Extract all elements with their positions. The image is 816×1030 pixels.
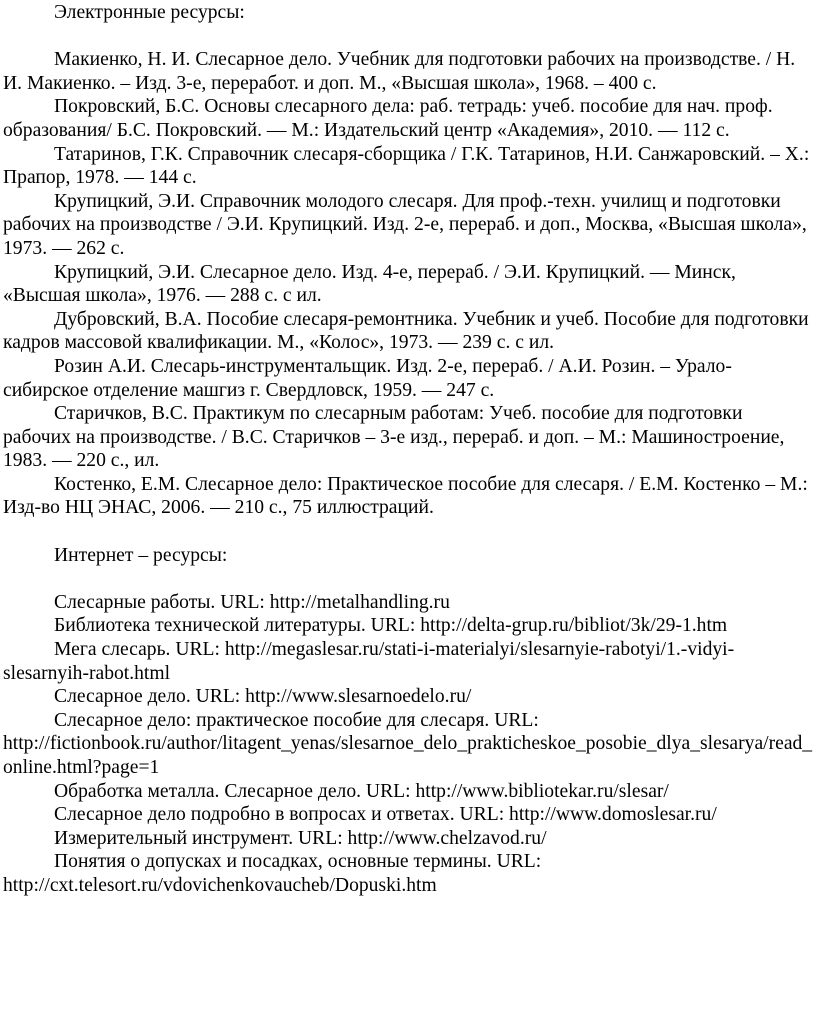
bibliography-entry: Старичков, В.С. Практикум по слесарным работам: Учеб. пособие для подготовки рабочих на производстве. / В.С. Старичков – 3-е изд., перераб. и доп. – М.: Машиностроение, 1983. ― 220 с., ил. [3,403,785,472]
internet-resources-list [3,591,816,898]
electronic-resources-list [3,48,816,520]
internet-resources-heading: Интернет – ресурсы: [54,544,228,566]
electronic-resources-heading: Электронные ресурсы: [54,2,245,23]
bibliography-entry: Крупицкий, Э.И. Слесарное дело. Изд. 4-е, перераб. / Э.И. Крупицкий. — Минск, «Высшая школа», 1976. — 288 с. с ил. [3,261,736,307]
spacer [3,567,816,591]
bibliography-entry: Дубровский, В.А. Пособие слесаря-ремонтника. Учебник и учеб. Пособие для подготовки кадров массовой квалификации. М., «Колос», 1973. — 239 с. с ил. [3,308,809,354]
web-resource-entry: Слесарные работы. URL: http://metalhandling.ru [54,591,450,613]
bibliography-entry: Татаринов, Г.К. Справочник слесаря-сборщика / Г.К. Татаринов, Н.И. Санжаровский. – Х.: Прапор, 1978. — 144 с. [3,143,810,189]
web-resource-entry: Слесарное дело. URL: http://www.slesarnoedelo.ru/ [54,686,472,708]
bibliography-entry: Розин А.И. Слесарь-инструментальщик. Изд. 2-е, перераб. / А.И. Розин. – Урало-сибирское отделение машгиз г. Свердловск, 1959. — 247 с. [3,355,732,401]
bibliography-entry: Крупицкий, Э.И. Справочник молодого слесаря. Для проф.-техн. училищ и подготовки рабочих на производстве / Э.И. Крупицкий. Изд. 2-е, перераб. и доп., Москва, «Высшая школа», 1973. — 262 с. [3,190,807,259]
bibliography-entry: Макиенко, Н. И. Слесарное дело. Учебник для подготовки рабочих на производстве. / Н. И. Макиенко. – Изд. 3-е, переработ. и доп. М., «Высшая школа», 1968. – 400 с. [3,49,796,94]
spacer [3,25,816,49]
bibliography-entry: Костенко, Е.М. Слесарное дело: Практическое пособие для слесаря. / Е.М. Костенко – М.: Изд-во НЦ ЭНАС, 2006. ― 210 с., 75 иллюстраций. [3,473,808,519]
spacer [3,520,816,544]
web-resource-entry: Понятия о допусках и посадках, основные термины. URL: http://cxt.telesort.ru/vdovichenkovaucheb/Dopuski.htm [3,851,542,896]
web-resource-entry: Мега слесарь. URL: http://megaslesar.ru/stati-i-materialyi/slesarnyie-rabotyi/1.-vidyi-slesarnyih-rabot.html [3,639,735,684]
web-resource-entry: Измерительный инструмент. URL: http://www.chelzavod.ru/ [54,827,547,849]
bibliography-entry: Покровский, Б.С. Основы слесарного дела: раб. тетрадь: учеб. пособие для нач. проф. образования/ Б.С. Покровский. — М.: Издательский центр «Академия», 2010. — 112 с. [3,96,773,141]
web-resource-entry: Слесарное дело: практическое пособие для слесаря. URL: http://fictionbook.ru/author/litagent_yenas/slesarnoe_delo_prakticheskoe_posobie_dlya_slesarya/read_online.html?page=1 [3,709,813,778]
web-resource-entry: Библиотека технической литературы. URL: http://delta-grup.ru/bibliot/3k/29-1.htm [54,615,728,637]
web-resource-entry: Обработка металла. Слесарное дело. URL: http://www.bibliotekar.ru/slesar/ [54,780,669,802]
web-resource-entry: Слесарное дело подробно в вопросах и ответах. URL: http://www.domoslesar.ru/ [54,804,717,826]
